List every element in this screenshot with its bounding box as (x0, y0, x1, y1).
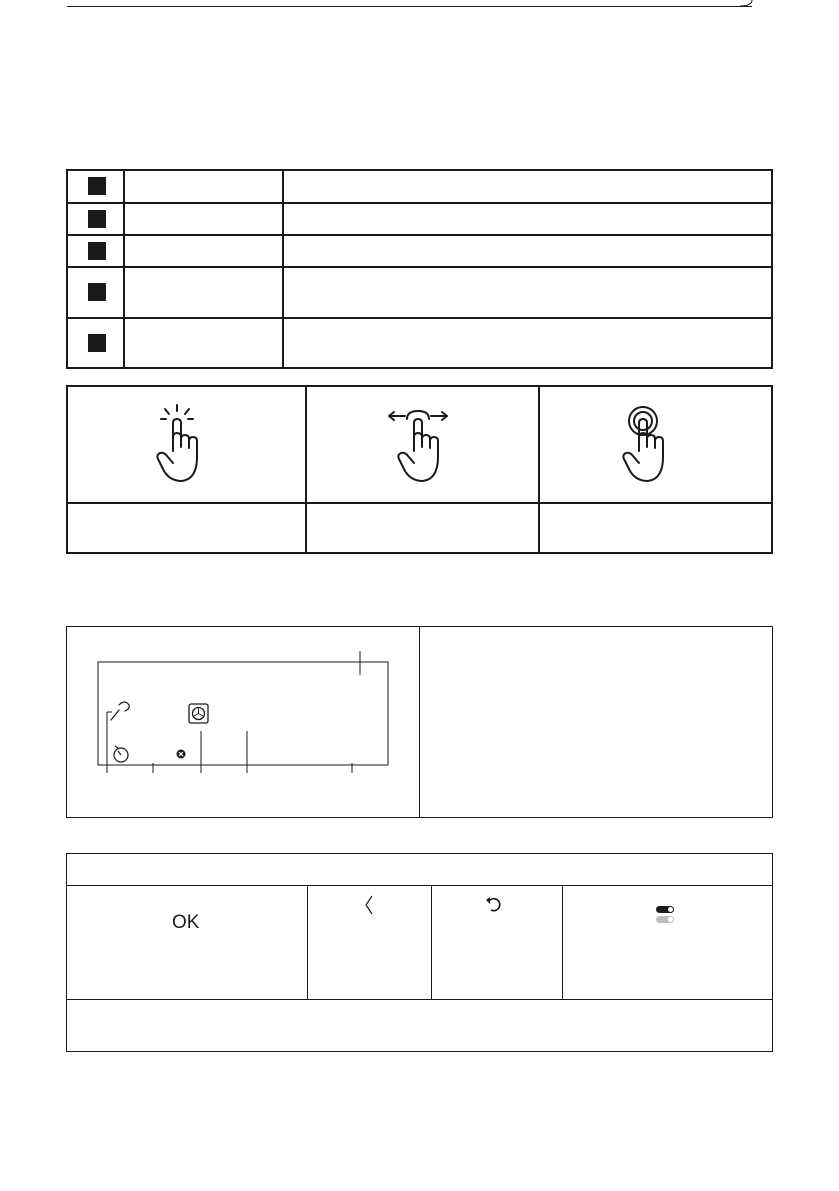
black-square-marker (88, 242, 106, 260)
undo-icon[interactable] (484, 894, 504, 914)
row-divider (68, 502, 771, 504)
table-row (68, 236, 771, 268)
ok-button[interactable]: OK (172, 912, 200, 933)
keys-table (66, 169, 773, 369)
fan-heating-icon (189, 704, 208, 723)
display-panel (66, 626, 773, 818)
column-divider (305, 387, 307, 552)
table-row (68, 204, 771, 236)
column-divider (562, 885, 563, 999)
buttons-table (66, 853, 773, 1052)
food-sensor-icon (111, 702, 129, 720)
black-square-marker (88, 177, 106, 195)
column-divider (419, 627, 420, 817)
toggle-icon[interactable] (654, 905, 678, 925)
table-row (68, 268, 771, 319)
close-circle-icon (177, 750, 186, 759)
gestures-table (66, 385, 773, 554)
screen-frame (98, 662, 388, 765)
swipe-finger-icon (383, 401, 453, 491)
row-divider (67, 885, 772, 886)
table-row (68, 171, 771, 204)
timer-icon (114, 746, 128, 762)
black-square-marker (88, 210, 106, 228)
column-divider (538, 387, 540, 552)
touch-hold-finger-icon (618, 401, 688, 491)
row-divider (67, 999, 772, 1000)
column-divider (307, 885, 308, 999)
header-rule-end (740, 0, 760, 30)
table-row (68, 319, 771, 369)
display-diagram (67, 627, 419, 817)
black-square-marker (88, 283, 106, 301)
black-square-marker (88, 334, 106, 352)
tap-finger-icon (152, 401, 222, 491)
back-chevron-icon[interactable] (363, 894, 375, 916)
header-rule (67, 6, 752, 7)
column-divider (431, 885, 432, 999)
